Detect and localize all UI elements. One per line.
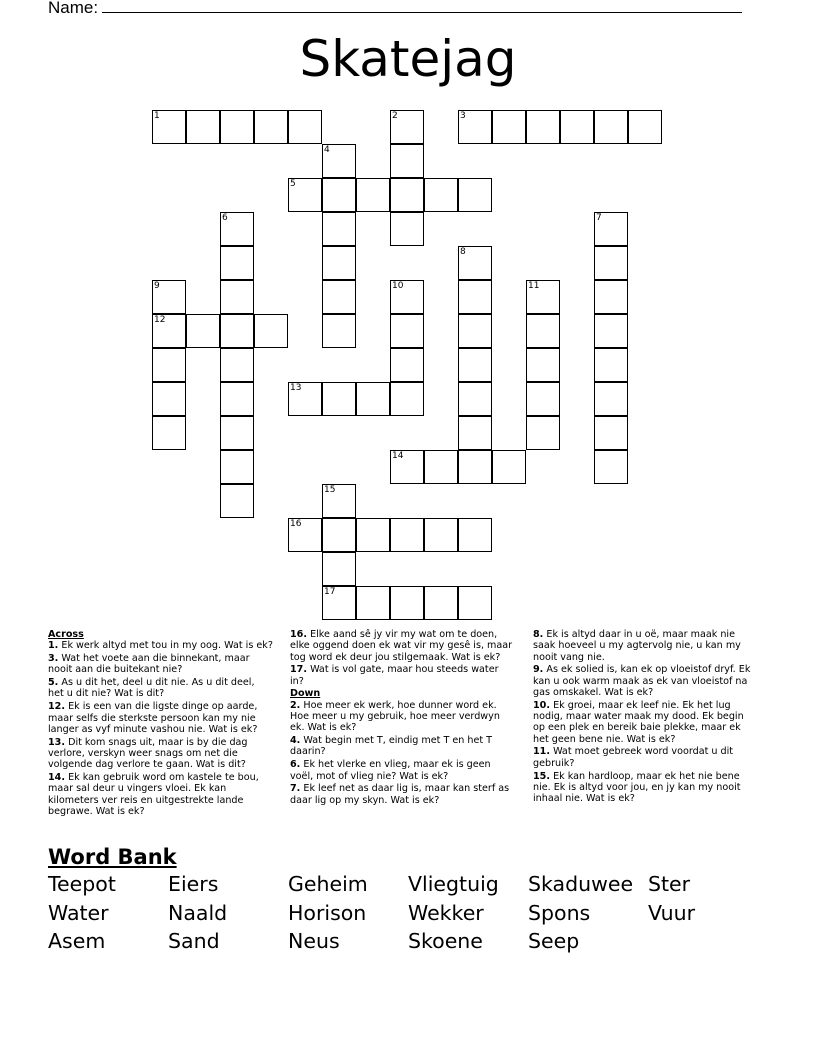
- clue-item-number: 6.: [290, 759, 301, 771]
- grid-cell[interactable]: [186, 110, 220, 144]
- clue-number: 13: [290, 383, 302, 393]
- clue-item: [48, 772, 273, 817]
- word-bank-word: Eiers: [168, 872, 219, 896]
- clue-number: 5: [290, 179, 296, 189]
- word-bank-word: Teepot: [48, 872, 116, 896]
- word-bank-word: Naald: [168, 900, 228, 925]
- grid-cell[interactable]: [288, 382, 322, 416]
- grid-cell[interactable]: [594, 382, 628, 416]
- clue-section-heading: Down: [290, 688, 321, 700]
- clue-item-text: Ek kan gebruik word om kastele te bou, maar sal deur u vingers vloei. Ek kan kilometers ver reis en uitgestrekte lande begrawe. Wat is ek?: [48, 772, 259, 817]
- word-bank-word: Skaduwee: [528, 872, 634, 896]
- clue-item-text: Wat het voete aan die binnekant, maar nooit aan die buitekant nie?: [48, 653, 250, 676]
- word-bank-word: Skoene: [408, 929, 483, 953]
- grid-cell[interactable]: [356, 382, 390, 416]
- grid-cell[interactable]: [424, 450, 458, 484]
- clue-item-text: Hoe meer ek werk, hoe dunner word ek. Hoe meer u my gebruik, hoe meer verdwyn ek. Wat is ek?: [290, 699, 500, 734]
- clues-column-3: [533, 629, 758, 806]
- word-bank-word: Asem: [48, 929, 106, 953]
- word-bank-word: Water: [48, 900, 109, 925]
- clue-item: [48, 640, 273, 651]
- grid-cell[interactable]: [220, 110, 254, 144]
- clue-number: 4: [324, 145, 330, 155]
- clue-number: 9: [154, 281, 160, 291]
- grid-cell[interactable]: [390, 178, 424, 212]
- grid-cell[interactable]: [390, 144, 424, 178]
- grid-cell[interactable]: [390, 212, 424, 246]
- grid-cell[interactable]: [458, 416, 492, 450]
- grid-cell[interactable]: [594, 348, 628, 382]
- grid-cell[interactable]: [594, 416, 628, 450]
- clue-item-number: 12.: [48, 701, 65, 713]
- word-bank-word: Geheim: [288, 872, 368, 896]
- clue-item-text: Elke aand sê jy vir my wat om te doen, elke oggend doen ek wat vir my gesê is, maar tog word ek deur jou stilgemaak. Wat is ek?: [290, 629, 513, 663]
- grid-cell[interactable]: [288, 110, 322, 144]
- grid-cell[interactable]: [152, 110, 186, 144]
- clue-item: [290, 629, 515, 663]
- grid-cell[interactable]: [594, 314, 628, 348]
- clue-number: 10: [392, 281, 404, 291]
- grid-cell[interactable]: [152, 314, 186, 348]
- grid-cell[interactable]: [220, 246, 254, 280]
- grid-cell[interactable]: [322, 586, 356, 620]
- grid-cell[interactable]: [594, 280, 628, 314]
- grid-cell[interactable]: [458, 518, 492, 552]
- clue-item: [533, 771, 758, 805]
- clue-item-number: 3.: [48, 653, 59, 665]
- grid-cell[interactable]: [628, 110, 662, 144]
- grid-cell[interactable]: [356, 518, 390, 552]
- clue-item-text: Ek is altyd daar in u oë, maar maak nie saak hoeveel u my agtervolg nie, u kan my nooit vang nie.: [533, 629, 741, 663]
- clue-item: [533, 700, 758, 745]
- grid-cell[interactable]: [492, 110, 526, 144]
- clues-column-2: [290, 629, 515, 807]
- clue-item-number: 1.: [48, 640, 59, 652]
- grid-cell[interactable]: [322, 212, 356, 246]
- clue-item-number: 4.: [290, 735, 301, 747]
- grid-cell[interactable]: [560, 110, 594, 144]
- grid-cell[interactable]: [458, 314, 492, 348]
- word-bank-word: Spons: [528, 900, 591, 925]
- word-bank-word: Horison: [288, 900, 367, 925]
- clue-item: [533, 746, 758, 769]
- clue-item: [290, 700, 515, 734]
- grid-cell[interactable]: [594, 110, 628, 144]
- clue-item: [290, 664, 515, 687]
- clue-item-number: 7.: [290, 783, 301, 795]
- grid-cell[interactable]: [458, 246, 492, 280]
- grid-cell[interactable]: [594, 212, 628, 246]
- clue-item-number: 2.: [290, 699, 301, 711]
- grid-cell[interactable]: [424, 586, 458, 620]
- clue-item: [48, 653, 273, 676]
- page-title: Skatejag: [299, 30, 517, 88]
- grid-cell[interactable]: [458, 586, 492, 620]
- word-bank-word: Sand: [168, 929, 220, 953]
- clue-item-text: Ek groei, maar ek leef nie. Ek het lug nodig, maar water maak my dood. Ek begin op een plek en bereik baie plekke, maar ek het geen bene nie. Wat is ek?: [533, 699, 744, 745]
- clue-number: 1: [154, 111, 160, 121]
- clue-item-text: As u dit het, deel u dit nie. As u dit deel, het u dit nie? Wat is dit?: [48, 677, 255, 700]
- grid-cell[interactable]: [254, 110, 288, 144]
- name-label: Name:: [48, 0, 99, 17]
- grid-cell[interactable]: [220, 212, 254, 246]
- grid-cell[interactable]: [390, 518, 424, 552]
- grid-cell[interactable]: [322, 314, 356, 348]
- grid-cell[interactable]: [254, 314, 288, 348]
- grid-cell[interactable]: [356, 178, 390, 212]
- grid-cell[interactable]: [458, 178, 492, 212]
- grid-cell[interactable]: [424, 178, 458, 212]
- grid-cell[interactable]: [458, 348, 492, 382]
- grid-cell[interactable]: [526, 314, 560, 348]
- clue-item-text: As ek solied is, kan ek op vloeistof dryf. Ek kan u ook warm maak as ek van vloeistof na gas omskakel. Wat is ek?: [533, 664, 751, 698]
- clue-item: [533, 664, 758, 698]
- word-bank-word: Vuur: [648, 900, 696, 925]
- clue-section-heading: Across: [48, 629, 84, 640]
- clue-item-number: 5.: [48, 677, 59, 689]
- clue-number: 17: [324, 587, 336, 597]
- grid-cell[interactable]: [492, 450, 526, 484]
- clue-number: 16: [290, 519, 302, 529]
- grid-cell[interactable]: [458, 450, 492, 484]
- grid-cell[interactable]: [390, 110, 424, 144]
- grid-cell[interactable]: [220, 348, 254, 382]
- clue-item: [48, 737, 273, 771]
- clue-item-number: 11.: [533, 746, 550, 758]
- word-bank-word: Ster: [648, 872, 691, 896]
- word-bank-word: Wekker: [408, 900, 484, 925]
- clue-item-number: 9.: [533, 664, 544, 676]
- grid-cell[interactable]: [152, 348, 186, 382]
- clue-item-number: 17.: [290, 664, 307, 676]
- clues-column-1: [48, 629, 273, 819]
- grid-cell[interactable]: [594, 450, 628, 484]
- word-bank-word: Vliegtuig: [408, 872, 499, 896]
- word-bank-word: Seep: [528, 929, 580, 953]
- grid-cell[interactable]: [322, 518, 356, 552]
- grid-cell[interactable]: [390, 586, 424, 620]
- grid-cell[interactable]: [526, 110, 560, 144]
- clue-item: [48, 701, 273, 735]
- grid-cell[interactable]: [390, 382, 424, 416]
- grid-cell[interactable]: [220, 382, 254, 416]
- grid-cell[interactable]: [152, 280, 186, 314]
- grid-cell[interactable]: [220, 280, 254, 314]
- clue-item-text: Ek werk altyd met tou in my oog. Wat is ek?: [61, 640, 273, 652]
- clue-number: 6: [222, 213, 228, 223]
- grid-cell[interactable]: [390, 314, 424, 348]
- clue-number: 8: [460, 247, 466, 257]
- clue-item: [290, 735, 515, 758]
- clue-item: [290, 783, 515, 806]
- clue-item: [290, 759, 515, 782]
- clue-item-number: 8.: [533, 629, 544, 640]
- grid-cell[interactable]: [526, 280, 560, 314]
- word-bank-word: Neus: [288, 929, 340, 953]
- clue-item-number: 16.: [290, 629, 307, 640]
- clue-item-text: Wat begin met T, eindig met T en het T daarin?: [290, 735, 493, 758]
- clue-number: 12: [154, 315, 166, 325]
- clue-item-text: Ek kan hardloop, maar ek het nie bene nie. Ek is altyd voor jou, en jy kan my nooit inhaal nie. Wat is ek?: [533, 770, 741, 805]
- clue-item-text: Wat is vol gate, maar hou steeds water in?: [290, 664, 499, 687]
- grid-cell[interactable]: [526, 416, 560, 450]
- grid-cell[interactable]: [390, 450, 424, 484]
- grid-cell[interactable]: [220, 314, 254, 348]
- word-bank-title: Word Bank: [48, 845, 177, 869]
- grid-cell[interactable]: [526, 382, 560, 416]
- grid-cell[interactable]: [322, 382, 356, 416]
- clue-item-number: 15.: [533, 770, 550, 782]
- grid-cell[interactable]: [152, 382, 186, 416]
- grid-cell[interactable]: [220, 484, 254, 518]
- grid-cell[interactable]: [594, 246, 628, 280]
- grid-cell[interactable]: [424, 518, 458, 552]
- grid-cell[interactable]: [322, 246, 356, 280]
- clue-item-text: Ek het vlerke en vlieg, maar ek is geen voël, mot of vlieg nie? Wat is ek?: [290, 759, 491, 782]
- grid-cell[interactable]: [322, 552, 356, 586]
- grid-cell[interactable]: [220, 450, 254, 484]
- grid-cell[interactable]: [526, 348, 560, 382]
- grid-cell[interactable]: [322, 178, 356, 212]
- clue-item-text: Ek is een van die ligste dinge op aarde, maar selfs die sterkste persoon kan my nie langer as vyf minute vashou nie. Wat is ek?: [48, 701, 258, 735]
- grid-cell[interactable]: [186, 314, 220, 348]
- clue-item-number: 14.: [48, 772, 65, 784]
- grid-cell[interactable]: [458, 280, 492, 314]
- grid-cell[interactable]: [152, 416, 186, 450]
- clue-number: 7: [596, 213, 602, 223]
- clue-item: [533, 629, 758, 663]
- grid-cell[interactable]: [458, 382, 492, 416]
- clue-number: 11: [528, 281, 540, 291]
- clue-item-text: Ek leef net as daar lig is, maar kan sterf as daar lig op my skyn. Wat is ek?: [290, 783, 510, 806]
- grid-cell[interactable]: [390, 348, 424, 382]
- grid-cell[interactable]: [390, 280, 424, 314]
- grid-cell[interactable]: [322, 484, 356, 518]
- clue-number: 3: [460, 111, 466, 121]
- grid-cell[interactable]: [322, 280, 356, 314]
- clue-item-text: Dit kom snags uit, maar is by die dag verlore, verskyn weer snags om net die volgende dag verlore te gaan. Wat is dit?: [48, 736, 248, 771]
- clue-number: 15: [324, 485, 336, 495]
- grid-cell[interactable]: [356, 586, 390, 620]
- clue-item-number: 13.: [48, 736, 65, 748]
- clue-item-number: 10.: [533, 699, 550, 711]
- clue-item: [48, 677, 273, 700]
- grid-cell[interactable]: [458, 110, 492, 144]
- grid-cell[interactable]: [288, 178, 322, 212]
- grid-cell[interactable]: [322, 144, 356, 178]
- clue-number: 14: [392, 451, 404, 461]
- grid-cell[interactable]: [220, 416, 254, 450]
- clue-item-text: Wat moet gebreek word voordat u dit gebruik?: [533, 746, 734, 769]
- clue-number: 2: [392, 111, 398, 121]
- grid-cell[interactable]: [288, 518, 322, 552]
